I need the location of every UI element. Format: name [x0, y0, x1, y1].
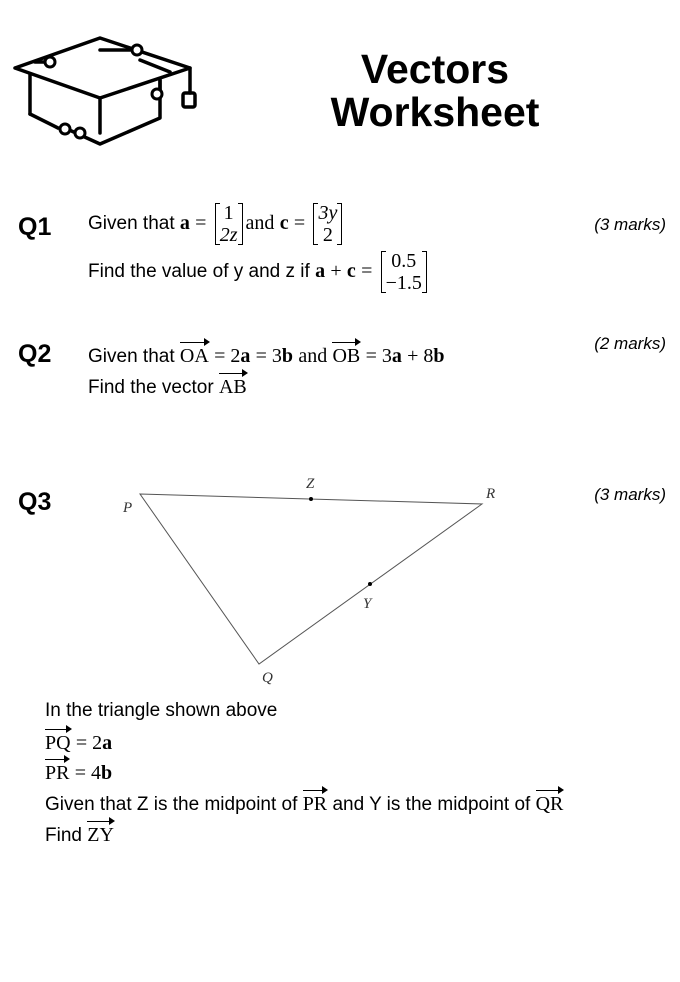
graduation-cap-circuit-icon	[10, 36, 210, 151]
vector-ab: AB	[219, 372, 247, 399]
label-y: Y	[363, 596, 372, 612]
vector-oa: OA	[180, 341, 209, 368]
q1-line-2: Find the value of y and z if a + c = 0.5 −1.5	[88, 250, 430, 294]
q2-marks: (2 marks)	[594, 334, 666, 353]
triangle-pqr	[140, 494, 482, 664]
label-z: Z	[306, 476, 315, 492]
vector-pr: PR	[45, 758, 69, 785]
q3-find-line: Find ZY	[45, 820, 114, 847]
q2-line-1: Given that OA = 2a = 3b and OB = 3a + 8b	[88, 341, 445, 368]
a-vector-matrix: 1 2z	[215, 202, 243, 246]
q3-given-line: Given that Z is the midpoint of PR and Y is the midpoint of QR	[45, 789, 563, 816]
vector-qr: QR	[536, 789, 564, 816]
vector-pq: PQ	[45, 728, 71, 755]
label-r: R	[486, 486, 496, 502]
label-p: P	[123, 500, 133, 516]
q3-intro: In the triangle shown above	[45, 700, 278, 721]
triangle-diagram	[100, 468, 520, 698]
q3-marks: (3 marks)	[594, 485, 666, 504]
worksheet-title	[300, 48, 570, 134]
q2-number: Q2	[18, 340, 52, 368]
q1-line-1: Given that a = 1 2z and c = 3y 2	[88, 202, 345, 246]
q3-pr-line: PR = 4b	[45, 758, 112, 785]
vector-ob: OB	[332, 341, 360, 368]
point-y	[368, 582, 372, 586]
q1-marks: (3 marks)	[594, 215, 666, 234]
vector-zy: ZY	[87, 820, 114, 847]
vector-pr-midpoint: PR	[303, 789, 327, 816]
title-line-1: Vectors	[360, 46, 510, 92]
label-q: Q	[262, 670, 273, 686]
title-line-2: Worksheet	[330, 89, 540, 135]
result-vector-matrix: 0.5 −1.5	[381, 250, 427, 294]
q1-number: Q1	[18, 213, 52, 241]
q3-number: Q3	[18, 488, 52, 516]
q2-line-2: Find the vector AB	[88, 372, 247, 399]
c-vector-matrix: 3y 2	[313, 202, 342, 246]
point-z	[309, 497, 313, 501]
q3-pq-line: PQ = 2a	[45, 728, 112, 755]
